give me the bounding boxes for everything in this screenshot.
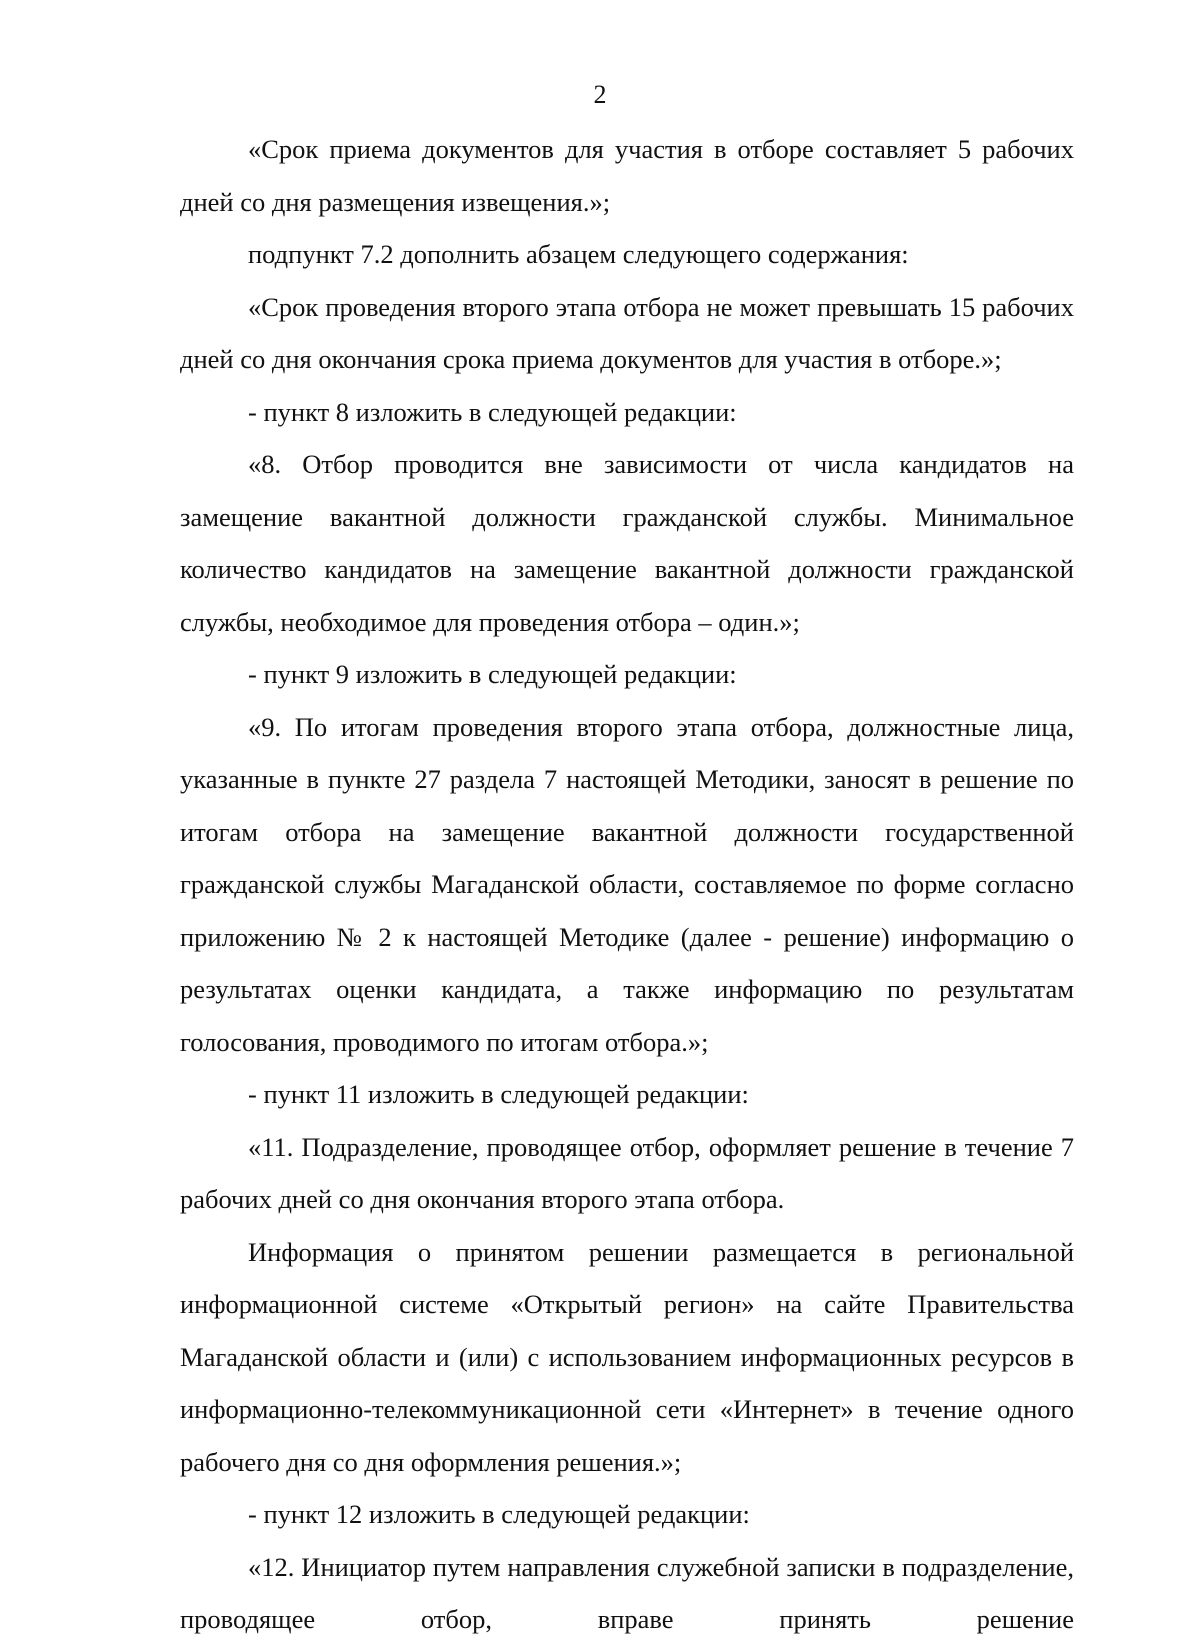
paragraph-item-9-text: «9. По итогам проведения второго этапа отбора, должностные лица, указанные в пункте 27 раздела 7 настоящей Методики, заносят в решение по итогам отбора на замещение вакантной должности государственной гражданской службы Магаданской области, составляемое по форме согласно приложению № 2 к настоящей Методике (далее - решение) информацию о результатах оценки кандидата, а также информацию по результатам голосования, проводимого по итогам отбора.»; — [180, 711, 1074, 1057]
paragraph-second-stage-deadline: «Срок проведения второго этапа отбора не может превышать 15 рабочих дней со дня окончания срока приема документов для участия в отборе.»; — [180, 291, 1074, 374]
document-body — [180, 123, 1074, 1646]
paragraph-item-11-text: «11. Подразделение, проводящее отбор, оформляет решение в течение 7 рабочих дней со дня окончания второго этапа отбора. — [180, 1131, 1074, 1214]
page-number: 2 — [593, 80, 607, 109]
paragraph-item-11-heading: - пункт 11 изложить в следующей редакции: — [248, 1079, 749, 1109]
paragraph-item-8-text: «8. Отбор проводится вне зависимости от числа кандидатов на замещение вакантной должности гражданской службы. Минимальное количество кандидатов на замещение вакантной должности гражданской службы, необходимое для проведения отбора – один.»; — [180, 449, 1074, 637]
paragraph-item-8-heading: - пункт 8 изложить в следующей редакции: — [248, 396, 737, 427]
paragraph-document-deadline: «Срок приема документов для участия в отборе составляет 5 рабочих дней со дня размещения извещения.»; — [180, 134, 1074, 217]
paragraph-subitem-7-2: подпункт 7.2 дополнить абзацем следующего содержания: — [248, 239, 909, 269]
paragraph-item-12-heading: - пункт 12 изложить в следующей редакции: — [248, 1499, 750, 1529]
paragraph-item-9-heading: - пункт 9 изложить в следующей редакции: — [248, 659, 737, 689]
paragraph-decision-publication: Информация о принятом решении размещается в региональной информационной системе «Открытый регион» на сайте Правительства Магаданской области и (или) с использованием информационных ресурсов в информационно-телекоммуникационной сети «Интернет» в течение одного рабочего дня со дня оформления решения.»; — [180, 1236, 1074, 1477]
paragraph-item-12-text: «12. Инициатор путем направления служебной записки в подразделение, проводящее отбор, вправе принять решение — [180, 1551, 1074, 1634]
